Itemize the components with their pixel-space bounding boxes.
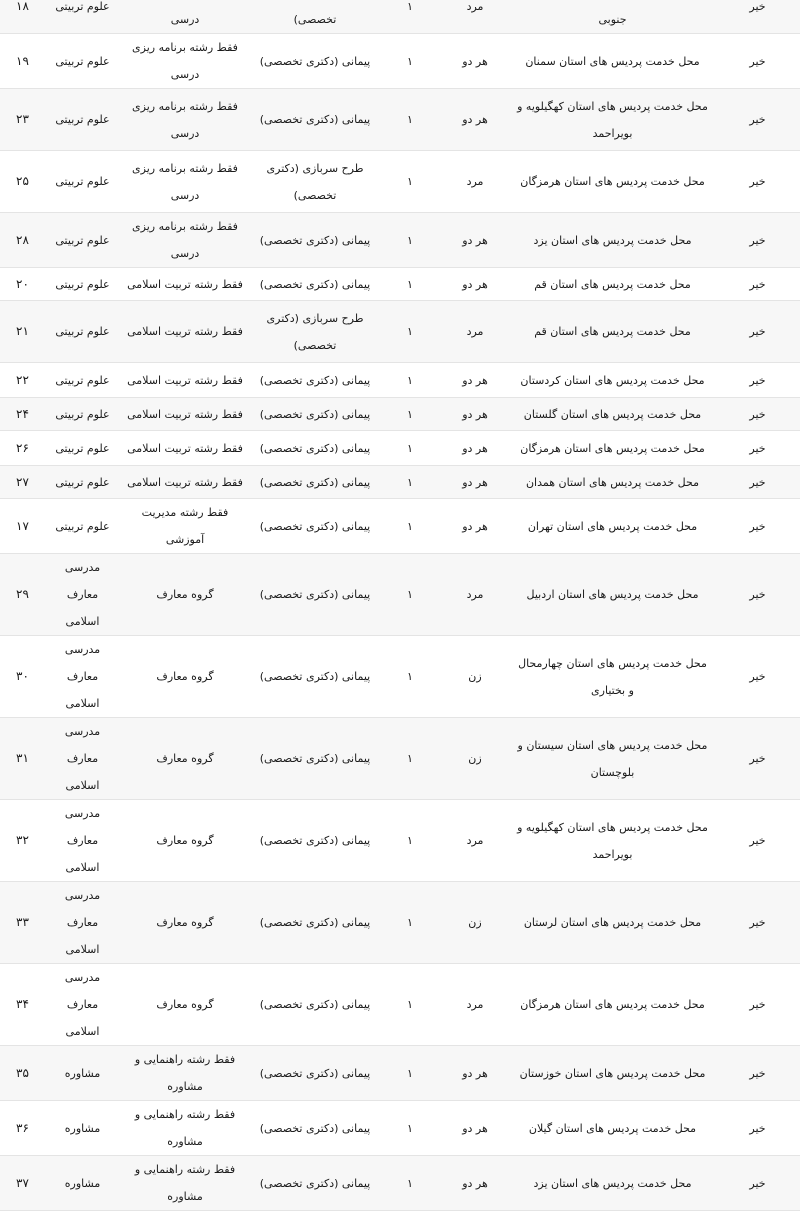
capacity-cell: ۱ <box>380 554 440 636</box>
employment-type-cell: پیمانی (دکتری تخصصی) <box>250 466 380 499</box>
table-row <box>0 0 800 34</box>
status-cell: خیر <box>715 636 800 718</box>
field-cell: مشاوره <box>45 1156 120 1211</box>
status-cell: خیر <box>715 499 800 554</box>
field-cell: مدرسی معارف اسلامی <box>45 636 120 718</box>
table-row <box>0 213 800 268</box>
employment-type-cell: پیمانی (دکتری تخصصی) <box>250 882 380 964</box>
table-row <box>0 34 800 89</box>
capacity-cell: ۱ <box>380 718 440 800</box>
specialty-cell: گروه معارف <box>120 882 250 964</box>
capacity-cell: ۱ <box>380 800 440 882</box>
employment-type-cell: پیمانی (دکتری تخصصی) <box>250 268 380 301</box>
field-cell: علوم تربیتی <box>45 268 120 301</box>
service-location-cell: محل خدمت پردیس های استان چهارمحال و بختیاری <box>510 636 715 718</box>
gender-cell: هر دو <box>440 466 510 499</box>
status-cell: خیر <box>715 0 800 34</box>
capacity-cell: ۱ <box>380 301 440 363</box>
status-cell: خیر <box>715 882 800 964</box>
specialty-cell: فقط رشته راهنمایی و مشاوره <box>120 1156 250 1211</box>
status-cell: خیر <box>715 34 800 89</box>
status-cell: خیر <box>715 964 800 1046</box>
employment-type-cell: پیمانی (دکتری تخصصی) <box>250 363 380 398</box>
service-location-cell: محل خدمت پردیس های استان یزد <box>510 1156 715 1211</box>
gender-cell: هر دو <box>440 34 510 89</box>
specialty-cell: فقط رشته برنامه ریزی درسی <box>120 213 250 268</box>
service-location-cell: محل خدمت پردیس های استان گلستان <box>510 398 715 431</box>
specialty-cell: فقط رشته مدیریت آموزشی <box>120 499 250 554</box>
table-row <box>0 1101 800 1156</box>
status-cell: خیر <box>715 213 800 268</box>
specialty-cell: گروه معارف <box>120 800 250 882</box>
service-location-cell: محل خدمت پردیس های استان تهران <box>510 499 715 554</box>
gender-cell: مرد <box>440 964 510 1046</box>
field-cell: مدرسی معارف اسلامی <box>45 882 120 964</box>
service-location-cell: محل خدمت پردیس های استان همدان <box>510 466 715 499</box>
capacity-cell: ۱ <box>380 431 440 466</box>
row-number-cell: ۳۳ <box>0 882 45 964</box>
capacity-cell: ۱ <box>380 636 440 718</box>
field-cell: مدرسی معارف اسلامی <box>45 554 120 636</box>
gender-cell: زن <box>440 718 510 800</box>
service-location-cell: محل خدمت پردیس های استان لرستان <box>510 882 715 964</box>
service-location-cell: محل خدمت پردیس های استان هرمزگان <box>510 431 715 466</box>
field-cell: علوم تربیتی <box>45 466 120 499</box>
service-location-cell: محل خدمت پردیس های استان قم <box>510 268 715 301</box>
capacity-cell: ۱ <box>380 151 440 213</box>
field-cell: مدرسی معارف اسلامی <box>45 800 120 882</box>
row-number-cell: ۳۲ <box>0 800 45 882</box>
table-row <box>0 363 800 398</box>
table-row <box>0 1046 800 1101</box>
table-row <box>0 636 800 718</box>
employment-type-cell: پیمانی (دکتری تخصصی) <box>250 499 380 554</box>
gender-cell: هر دو <box>440 1156 510 1211</box>
table-row <box>0 964 800 1046</box>
gender-cell: هر دو <box>440 499 510 554</box>
gender-cell: مرد <box>440 0 510 34</box>
status-cell: خیر <box>715 89 800 151</box>
gender-cell: هر دو <box>440 1046 510 1101</box>
capacity-cell: ۱ <box>380 89 440 151</box>
field-cell: مدرسی معارف اسلامی <box>45 964 120 1046</box>
employment-type-cell: پیمانی (دکتری تخصصی) <box>250 213 380 268</box>
service-location-cell: محل خدمت پردیس های استان یزد <box>510 213 715 268</box>
specialty-cell: فقط رشته تربیت اسلامی <box>120 398 250 431</box>
service-location-cell: محل خدمت پردیس های استان گیلان <box>510 1101 715 1156</box>
service-location-cell: جنوبی <box>510 0 715 34</box>
row-number-cell: ۲۵ <box>0 151 45 213</box>
field-cell: مدرسی معارف اسلامی <box>45 718 120 800</box>
service-location-cell: محل خدمت پردیس های استان سیستان و بلوچستان <box>510 718 715 800</box>
row-number-cell: ۲۴ <box>0 398 45 431</box>
table-row <box>0 718 800 800</box>
field-cell: علوم تربیتی <box>45 499 120 554</box>
capacity-cell: ۱ <box>380 398 440 431</box>
service-location-cell: محل خدمت پردیس های استان خوزستان <box>510 1046 715 1101</box>
table-row <box>0 499 800 554</box>
employment-type-cell: پیمانی (دکتری تخصصی) <box>250 800 380 882</box>
capacity-cell: ۱ <box>380 882 440 964</box>
gender-cell: زن <box>440 636 510 718</box>
service-location-cell: محل خدمت پردیس های استان اردبیل <box>510 554 715 636</box>
employment-type-cell: پیمانی (دکتری تخصصی) <box>250 1156 380 1211</box>
employment-type-cell: پیمانی (دکتری تخصصی) <box>250 89 380 151</box>
field-cell: مشاوره <box>45 1101 120 1156</box>
field-cell: علوم تربیتی <box>45 0 120 34</box>
row-number-cell: ۱۹ <box>0 34 45 89</box>
field-cell: علوم تربیتی <box>45 213 120 268</box>
service-location-cell: محل خدمت پردیس های استان کهگیلویه و بویراحمد <box>510 89 715 151</box>
capacity-cell: ۱ <box>380 1046 440 1101</box>
service-location-cell: محل خدمت پردیس های استان هرمزگان <box>510 151 715 213</box>
specialty-cell: فقط رشته تربیت اسلامی <box>120 363 250 398</box>
table-row <box>0 466 800 499</box>
status-cell: خیر <box>715 800 800 882</box>
row-number-cell: ۲۳ <box>0 89 45 151</box>
capacity-cell: ۱ <box>380 268 440 301</box>
status-cell: خیر <box>715 554 800 636</box>
status-cell: خیر <box>715 301 800 363</box>
specialty-cell: گروه معارف <box>120 636 250 718</box>
status-cell: خیر <box>715 1101 800 1156</box>
table-row <box>0 800 800 882</box>
gender-cell: مرد <box>440 554 510 636</box>
specialty-cell: گروه معارف <box>120 718 250 800</box>
capacity-cell: ۱ <box>380 213 440 268</box>
table-row <box>0 151 800 213</box>
capacity-cell: ۱ <box>380 964 440 1046</box>
field-cell: علوم تربیتی <box>45 89 120 151</box>
employment-type-cell: طرح سربازی (دکتری تخصصی) <box>250 301 380 363</box>
employment-type-cell: پیمانی (دکتری تخصصی) <box>250 398 380 431</box>
row-number-cell: ۲۰ <box>0 268 45 301</box>
table-row <box>0 89 800 151</box>
specialty-cell: گروه معارف <box>120 554 250 636</box>
capacity-cell: ۱ <box>380 0 440 34</box>
gender-cell: هر دو <box>440 213 510 268</box>
table-row <box>0 268 800 301</box>
table-row <box>0 431 800 466</box>
row-number-cell: ۳۱ <box>0 718 45 800</box>
employment-type-cell: پیمانی (دکتری تخصصی) <box>250 1046 380 1101</box>
field-cell: مشاوره <box>45 1046 120 1101</box>
employment-type-cell: پیمانی (دکتری تخصصی) <box>250 636 380 718</box>
table-row <box>0 554 800 636</box>
gender-cell: هر دو <box>440 431 510 466</box>
field-cell: علوم تربیتی <box>45 398 120 431</box>
employment-type-cell: پیمانی (دکتری تخصصی) <box>250 554 380 636</box>
row-number-cell: ۲۲ <box>0 363 45 398</box>
field-cell: علوم تربیتی <box>45 301 120 363</box>
field-cell: علوم تربیتی <box>45 363 120 398</box>
status-cell: خیر <box>715 466 800 499</box>
table-row <box>0 301 800 363</box>
specialty-cell: فقط رشته تربیت اسلامی <box>120 301 250 363</box>
row-number-cell: ۲۶ <box>0 431 45 466</box>
employment-type-cell: طرح سربازی (دکتری تخصصی) <box>250 151 380 213</box>
specialty-cell: فقط رشته راهنمایی و مشاوره <box>120 1046 250 1101</box>
employment-type-cell: پیمانی (دکتری تخصصی) <box>250 718 380 800</box>
row-number-cell: ۲۱ <box>0 301 45 363</box>
specialty-cell: درسی <box>120 0 250 34</box>
gender-cell: هر دو <box>440 89 510 151</box>
row-number-cell: ۳۴ <box>0 964 45 1046</box>
table-row <box>0 882 800 964</box>
capacity-cell: ۱ <box>380 499 440 554</box>
gender-cell: مرد <box>440 800 510 882</box>
status-cell: خیر <box>715 1046 800 1101</box>
status-cell: خیر <box>715 151 800 213</box>
specialty-cell: فقط رشته تربیت اسلامی <box>120 431 250 466</box>
row-number-cell: ۳۷ <box>0 1156 45 1211</box>
gender-cell: مرد <box>440 151 510 213</box>
specialty-cell: فقط رشته تربیت اسلامی <box>120 268 250 301</box>
service-location-cell: محل خدمت پردیس های استان سمنان <box>510 34 715 89</box>
gender-cell: هر دو <box>440 398 510 431</box>
gender-cell: هر دو <box>440 268 510 301</box>
specialty-cell: فقط رشته تربیت اسلامی <box>120 466 250 499</box>
specialty-cell: فقط رشته برنامه ریزی درسی <box>120 34 250 89</box>
status-cell: خیر <box>715 1156 800 1211</box>
field-cell: علوم تربیتی <box>45 151 120 213</box>
capacity-cell: ۱ <box>380 1156 440 1211</box>
specialty-cell: فقط رشته راهنمایی و مشاوره <box>120 1101 250 1156</box>
status-cell: خیر <box>715 718 800 800</box>
service-location-cell: محل خدمت پردیس های استان قم <box>510 301 715 363</box>
row-number-cell: ۲۷ <box>0 466 45 499</box>
gender-cell: زن <box>440 882 510 964</box>
employment-type-cell: تخصصی) <box>250 0 380 34</box>
status-cell: خیر <box>715 268 800 301</box>
service-location-cell: محل خدمت پردیس های استان کهگیلویه و بویراحمد <box>510 800 715 882</box>
specialty-cell: فقط رشته برنامه ریزی درسی <box>120 89 250 151</box>
row-number-cell: ۲۹ <box>0 554 45 636</box>
status-cell: خیر <box>715 363 800 398</box>
row-number-cell: ۳۰ <box>0 636 45 718</box>
row-number-cell: ۲۸ <box>0 213 45 268</box>
status-cell: خیر <box>715 398 800 431</box>
row-number-cell: ۱۷ <box>0 499 45 554</box>
row-number-cell: ۱۸ <box>0 0 45 34</box>
service-location-cell: محل خدمت پردیس های استان هرمزگان <box>510 964 715 1046</box>
employment-type-cell: پیمانی (دکتری تخصصی) <box>250 964 380 1046</box>
row-number-cell: ۳۵ <box>0 1046 45 1101</box>
employment-type-cell: پیمانی (دکتری تخصصی) <box>250 1101 380 1156</box>
employment-type-cell: پیمانی (دکتری تخصصی) <box>250 34 380 89</box>
gender-cell: هر دو <box>440 1101 510 1156</box>
table-row <box>0 1156 800 1211</box>
gender-cell: هر دو <box>440 363 510 398</box>
service-location-cell: محل خدمت پردیس های استان کردستان <box>510 363 715 398</box>
specialty-cell: فقط رشته برنامه ریزی درسی <box>120 151 250 213</box>
row-number-cell: ۳۶ <box>0 1101 45 1156</box>
field-cell: علوم تربیتی <box>45 431 120 466</box>
status-cell: خیر <box>715 431 800 466</box>
gender-cell: مرد <box>440 301 510 363</box>
capacity-cell: ۱ <box>380 1101 440 1156</box>
capacity-cell: ۱ <box>380 34 440 89</box>
capacity-cell: ۱ <box>380 363 440 398</box>
table-row <box>0 398 800 431</box>
field-cell: علوم تربیتی <box>45 34 120 89</box>
employment-type-cell: پیمانی (دکتری تخصصی) <box>250 431 380 466</box>
specialty-cell: گروه معارف <box>120 964 250 1046</box>
capacity-cell: ۱ <box>380 466 440 499</box>
